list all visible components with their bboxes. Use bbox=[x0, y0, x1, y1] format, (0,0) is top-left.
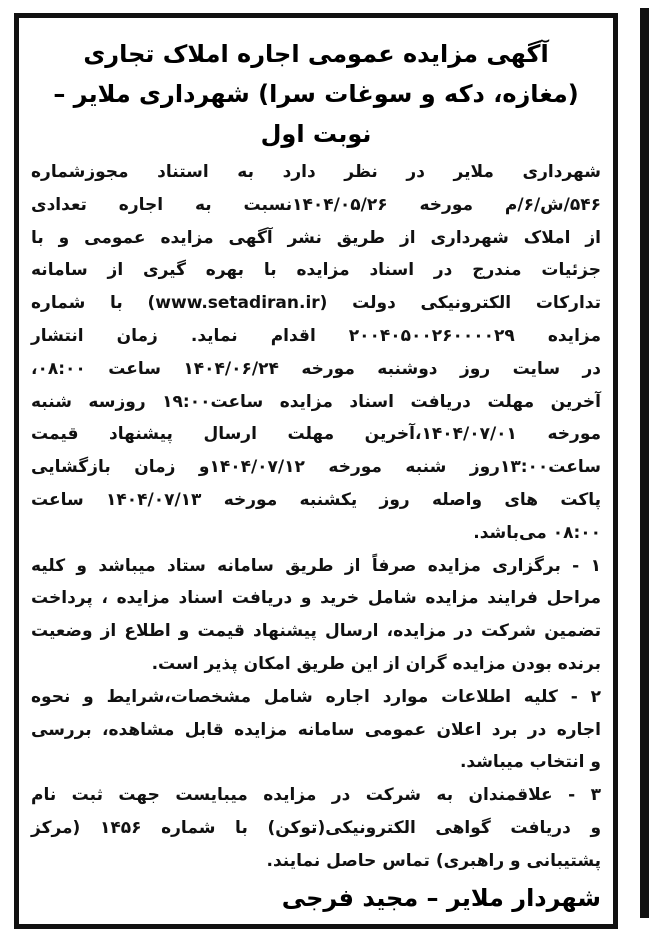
item-3-line: و دریافت گواهی الکترونیکی(توکن) با شماره ۱۴۵۶ (مرکز bbox=[31, 817, 602, 838]
body-line: از املاک شهرداری از طریق نشر آگهی مزایده عمومی و با bbox=[31, 227, 601, 248]
body-line: مورخه ۱۴۰۴/۰۷/۰۱،آخرین مهلت ارسال پیشنهاد قیمت bbox=[31, 424, 601, 445]
item-1-line: تضمین شرکت در مزایده، ارسال پیشنهاد قیمت و اطلاع از وضعیت bbox=[31, 621, 601, 642]
item-2-line: اجاره در برد اعلان عمومی سامانه مزایده قابل مشاهده، بررسی bbox=[31, 719, 601, 740]
auction-notice bbox=[14, 13, 618, 929]
notice-body bbox=[19, 156, 613, 878]
body-line: ساعت۱۳:۰۰روز شنبه مورخه ۱۴۰۴/۰۷/۱۲و زمان بازگشایی bbox=[31, 457, 601, 478]
item-3-line: ۳ - علاقمندان به شرکت در مزایده میبایست جهت ثبت نام bbox=[31, 785, 601, 806]
item-1-line: برنده بودن مزایده گران از این طریق امکان پذیر است. bbox=[151, 653, 601, 674]
body-line: در سایت روز دوشنبه مورخه ۱۴۰۴/۰۶/۲۴ ساعت ۰۸:۰۰، bbox=[31, 358, 602, 379]
signature: شهردار ملایر – مجید فرجی bbox=[281, 883, 601, 912]
item-2-line: ۲ - کلیه اطلاعات موارد اجاره شامل مشخصات،شرایط و نحوه bbox=[31, 686, 601, 707]
body-line: ۵۴۶/ش/۶/م مورخه ۱۴۰۴/۰۵/۲۶نسبت به اجاره تعدادی bbox=[31, 194, 601, 215]
item-3-line: پشتیبانی و راهبری) تماس حاصل نمایند. bbox=[266, 850, 601, 871]
adjacent-ad-border bbox=[640, 8, 649, 918]
body-line: آخرین مهلت دریافت اسناد مزایده ساعت۱۹:۰۰ روزسه شنبه bbox=[31, 391, 601, 412]
notice-title-line-2: (مغازه، دکه و سوغات سرا) شهرداری ملایر – نوبت اول bbox=[53, 80, 579, 148]
body-line: شهرداری ملایر در نظر دارد به استناد مجوزشماره bbox=[31, 162, 601, 182]
body-line: مزایده ۲۰۰۴۰۵۰۰۲۶۰۰۰۰۲۹ اقدام نماید. زمان انتشار bbox=[31, 325, 601, 346]
body-line: تدارکات الکترونیکی دولت (www.setadiran.ir) با شماره bbox=[31, 293, 601, 314]
item-1-line: ۱ - برگزاری مزایده صرفاً از طریق سامانه ستاد میباشد و کلیه bbox=[31, 555, 601, 576]
body-line: پاکت های واصله روز یکشنبه مورخه ۱۴۰۴/۰۷/۱۳ ساعت bbox=[31, 489, 601, 510]
notice-title-line-1: آگهی مزایده عمومی اجاره املاک تجاری bbox=[83, 40, 549, 68]
item-1-line: مراحل فرایند مزایده شامل خرید و دریافت اسناد مزایده ، پرداخت bbox=[31, 588, 601, 609]
body-line: ۰۸:۰۰ می‌باشد. bbox=[473, 522, 601, 543]
item-2-line: و انتخاب میباشد. bbox=[459, 752, 601, 773]
body-line: جزئیات مندرج در اسناد مزایده با بهره گیری از سامانه bbox=[31, 260, 601, 281]
